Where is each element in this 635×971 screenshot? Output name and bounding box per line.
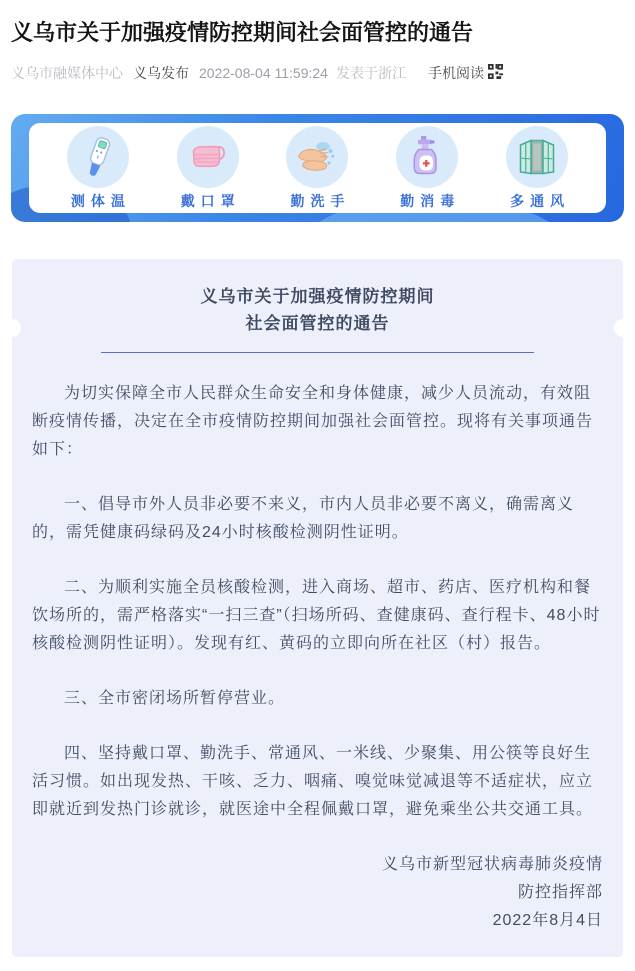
article-meta [11,63,624,83]
notice-box [12,259,623,957]
banner-item-measure-temperature [65,126,131,211]
notice-paragraph-item1: 一、倡导市外人员非必要不来义，市内人员非必要不离义，确需离义的，需凭健康码绿码及24小时核酸检测阴性证明。 [32,495,575,541]
banner-label: 戴口罩 [180,193,241,210]
banner-item-wear-mask [175,126,241,211]
disinfectant-spray-icon [396,126,458,188]
notice-divider [101,352,535,353]
thermometer-icon [67,126,129,188]
signature-date: 2022年8月4日 [492,911,603,929]
banner-label: 勤消毒 [400,193,461,210]
mobile-read-label: 手机阅读 [427,64,484,81]
meta-location: 发表于浙江 [335,64,406,81]
banner-label: 多通风 [510,193,571,210]
notice-paragraph-item4: 四、坚持戴口罩、勤洗手、常通风、一米线、少聚集、用公筷等良好生活习惯。如出现发热、干咳、乏力、咽痛、嗅觉味觉减退等不适症状，应立即就近到发热门诊就诊，就医途中全程佩戴口罩，避免乘坐公共交通工具。 [32,744,594,818]
notice-title-line1: 义乌市关于加强疫情防控期间 [200,286,435,306]
open-window-icon [506,126,568,188]
notice-paragraph-item2: 二、为顺利实施全员核酸检测，进入商场、超市、药店、医疗机构和餐饮场所的，需严格落实“一扫三查”（扫场所码、查健康码、查行程卡、48小时核酸检测阴性证明）。发现有红、黄码的立即向所在社区（村）报告。 [32,578,601,652]
wash-hands-icon [286,126,348,188]
banner-label: 勤洗手 [290,193,351,210]
notice-paragraph-item3: 三、全市密闭场所暂停营业。 [64,689,286,707]
banner-card [29,123,606,213]
signature-org-line1: 义乌市新型冠状病毒肺炎疫情 [381,855,603,873]
mobile-read-link[interactable] [428,63,503,83]
banner-label: 测体温 [70,193,131,210]
notice-signature [32,851,603,935]
banner-item-wash-hands [284,126,350,211]
qr-code-icon [488,64,503,82]
notice-title-line2: 社会面管控的通告 [245,313,390,333]
prevention-banner [11,114,624,222]
face-mask-icon [177,126,239,188]
banner-item-ventilate [504,126,570,211]
meta-account-link[interactable]: 义乌发布 [133,64,189,81]
page-title: 义乌市关于加强疫情防控期间社会面管控的通告 [11,20,474,45]
meta-source: 义乌市融媒体中心 [11,64,123,81]
notice-paragraph-intro: 为切实保障全市人民群众生命安全和身体健康，减少人员流动，有效阻断疫情传播，决定在全市疫情防控期间加强社会面管控。现将有关事项通告如下： [32,384,594,458]
ticket-notch-right [614,319,632,337]
meta-timestamp: 2022-08-04 11:59:24 [199,64,328,81]
signature-org-line2: 防控指挥部 [517,883,603,901]
ticket-notch-left [3,319,21,337]
banner-item-disinfect [394,126,460,211]
